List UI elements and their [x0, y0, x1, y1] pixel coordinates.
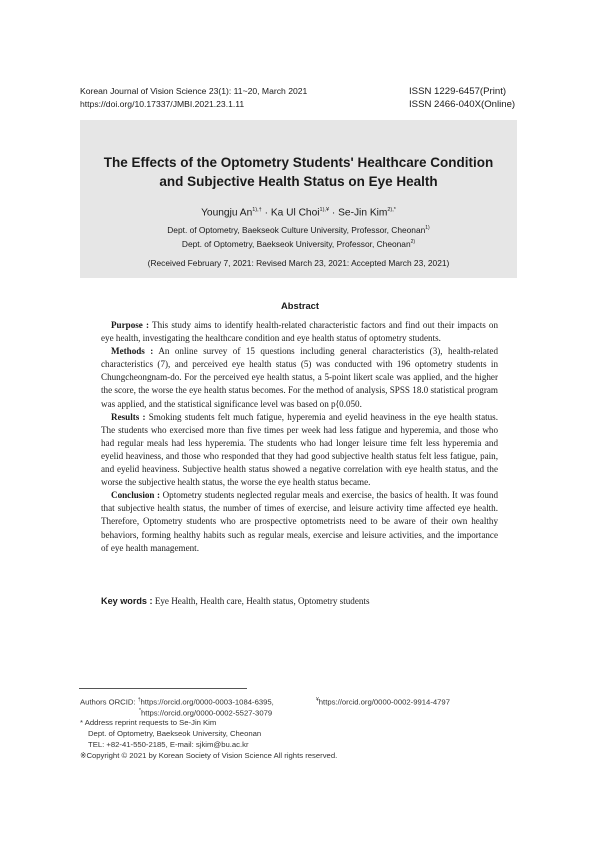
conclusion-label: Conclusion :	[111, 490, 161, 501]
orcid-marker: †	[137, 697, 141, 703]
issn-block	[409, 85, 515, 111]
keywords-text: Eye Health, Health care, Health status, Optometry students	[154, 596, 370, 606]
keywords	[101, 596, 501, 606]
orcid-label: Authors ORCID:	[80, 697, 136, 707]
results-label: Results :	[111, 411, 146, 422]
abstract-heading: Abstract	[280, 300, 320, 311]
abstract-body	[101, 319, 498, 555]
abstract-methods	[101, 345, 498, 410]
doi-link[interactable]: https://doi.org/10.17337/JMBI.2021.23.1.11	[80, 98, 245, 109]
author-separator: ·	[264, 207, 268, 219]
purpose-label: Purpose :	[111, 320, 150, 330]
reprint-request: * Address reprint requests to Se-Jin Kim	[80, 718, 217, 727]
abstract-results	[101, 411, 498, 490]
affiliation-2	[80, 239, 517, 249]
methods-label: Methods :	[111, 346, 154, 357]
received-dates: (Received February 7, 2021: Revised March 23, 2021: Accepted March 23, 2021)	[147, 258, 450, 268]
author-name: Ka Ul Choi	[270, 207, 320, 219]
methods-text: An online survey of 15 questions including general characteristics (3), health-related characteristics (7), and perceived eye health status (5) was conducted with 196 optometry students in Chungcheongnam-do. For the perceived eye health status, a 5-point likert scale was applied, and the higher the score, the worse the eye health status becomes. For the method of analysis, SPSS 18.0 statistical program was applied, and the statistical significance level was based on p⟨0.050.	[101, 346, 498, 409]
footnote-divider	[79, 688, 247, 689]
purpose-text: This study aims to identify health-related characteristic factors and find out their impacts on eye health, investigating the healthcare condition and eye health status of optometry students.	[101, 320, 498, 344]
title-line-2: and Subjective Health Status on Eye Health	[159, 174, 438, 189]
orcid-link[interactable]: https://orcid.org/0000-0002-9914-4797	[318, 697, 450, 707]
affiliation-text: Dept. of Optometry, Baekseok Culture University, Professor, Cheonan	[167, 225, 426, 235]
abstract-conclusion	[101, 489, 498, 554]
author-marker: 1),¥	[319, 207, 330, 213]
abstract-purpose	[101, 319, 498, 345]
conclusion-text: Optometry students neglected regular meals and exercise, the basics of health. It was found that subjective health status, the number of times of exercise, and leisure activity time affected eye health. Therefore, Optometry students who are prospective optometrists need to be aware of their own healthy behaviors, forming healthy habits such as regular meals, exercise and leisure activities, and the importance of eye health management.	[101, 490, 499, 553]
orcid-link[interactable]: https://orcid.org/0000-0002-5527-3079	[140, 708, 273, 718]
affiliation-text: Dept. of Optometry, Baekseok University, Professor, Cheonan	[181, 239, 411, 249]
author-marker: 1),†	[252, 207, 262, 213]
title-line-1: The Effects of the Optometry Students' Healthcare Condition	[103, 155, 494, 170]
orcid-marker: ¥	[316, 697, 319, 703]
keywords-label: Key words :	[101, 596, 153, 606]
affiliation-1	[80, 225, 517, 235]
journal-header	[80, 85, 307, 110]
affiliation-marker: 1)	[425, 225, 430, 232]
contact-info: TEL: +82-41-550-2185, E-mail: sjkim@bu.ac.kr	[88, 740, 249, 749]
orcid-marker: *	[139, 708, 141, 714]
orcid-link[interactable]: https://orcid.org/0000-0003-1084-6395,	[140, 697, 274, 707]
orcid-line-2	[316, 695, 450, 708]
paper-title	[80, 153, 517, 191]
title-band	[80, 120, 517, 278]
issn-print: ISSN 1229-6457(Print)	[409, 86, 507, 97]
affiliation-marker: 2)	[410, 239, 416, 246]
issn-online: ISSN 2466-040X(Online)	[409, 99, 516, 110]
author-marker: 2),*	[387, 207, 396, 213]
copyright: ※Copyright © 2021 by Korean Society of Vision Science All rights reserved.	[80, 751, 338, 760]
reprint-department: Dept. of Optometry, Baekseok University, Cheonan	[88, 729, 262, 738]
results-text: Smoking students felt much fatigue, hyperemia and eyelid heaviness in the eye health status. The students who exercised more than five times per week had less fatigue and hyperemia, and those who had regular meals had less hyperemia. The students who had longer leisure time felt less hyperemia and eyelid heaviness, and those who responded that they had good subjective health status felt less fatigue, pain, and eyelid heaviness. Subjective health status showed a negative correlation with eye health status, and the worse the subjective health status, the worse the eye health status became.	[101, 411, 498, 488]
author-separator: ·	[331, 207, 336, 219]
author-list	[80, 207, 517, 218]
author-name: Se-Jin Kim	[338, 207, 388, 219]
journal-citation: Korean Journal of Vision Science 23(1): 11~20, March 2021	[80, 86, 308, 96]
author-name: Youngju An	[201, 207, 253, 219]
